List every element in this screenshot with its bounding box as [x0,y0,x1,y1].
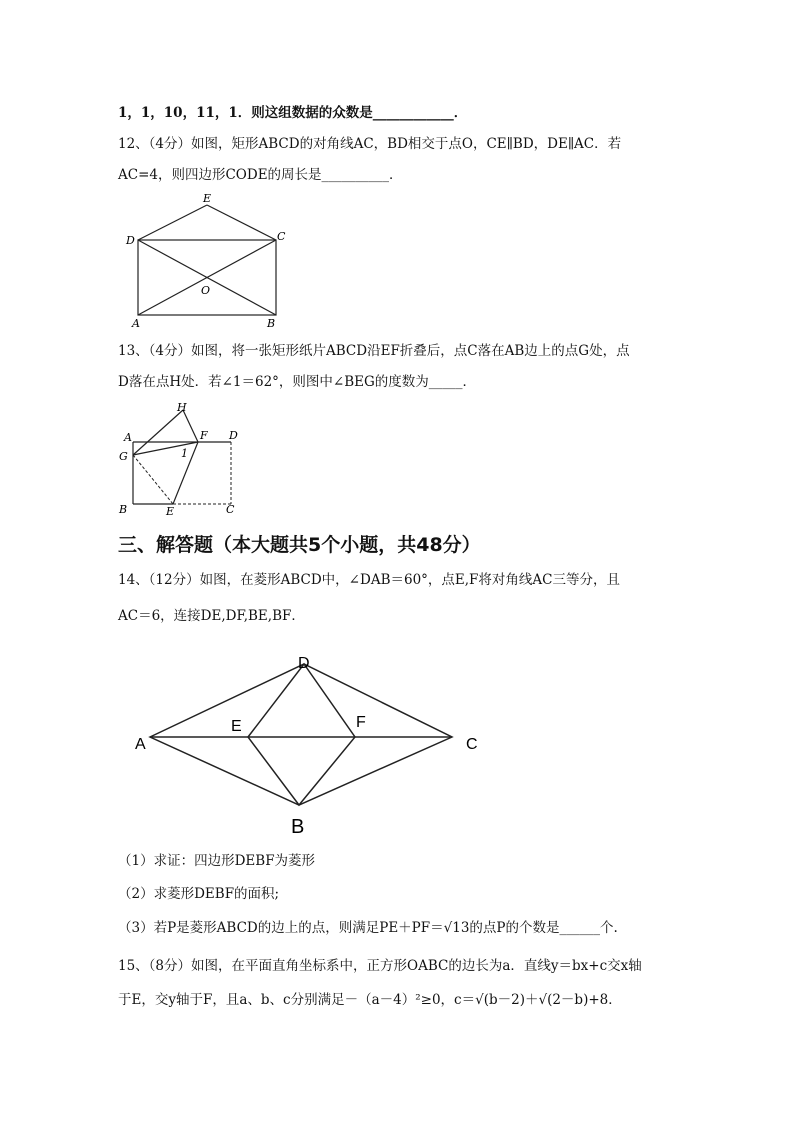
q13-angle-1-label: 1 [181,447,188,460]
q15-line2: 于E，交y轴于F，且a、b、c分别满足－（a－4）²≥0，c＝√(b－2)＋√(2－b)+8． [118,992,622,1008]
q12-line1: 12、（4分）如图，矩形ABCD的对角线AC，BD相交于点O，CE∥BD，DE∥AC．若 [118,136,622,152]
q14-label-e: E [231,718,242,735]
q13-label-f: F [200,429,208,442]
q12-figure [125,190,295,332]
q14-line1: 14、（12分）如图，在菱形ABCD中，∠DAB＝60°，点E,F将对角线AC三等分，且 [118,572,621,588]
q15-line1: 15、（8分）如图，在平面直角坐标系中，正方形OABC的边长为a．直线y＝bx+c交x轴 [118,958,642,974]
q14-part3: （3）若P是菱形ABCD的边上的点，则满足PE＋PF＝√13的点P的个数是______个. [118,920,618,936]
q13-label-c: C [226,503,235,516]
q14-label-d: D [298,655,310,672]
q13-label-b: B [119,503,128,516]
q14-label-a: A [135,736,146,753]
q14-figure [130,645,490,840]
q12-label-c: C [277,230,286,243]
q12-label-a: A [132,317,140,330]
q12-line2: AC=4，则四边形CODE的周长是__________． [118,167,403,183]
q14-label-f: F [356,714,366,731]
q13-figure [116,398,251,520]
q12-label-o: O [201,284,211,297]
q13-line2: D落在点H处．若∠1＝62°，则图中∠BEG的度数为_____． [118,374,477,390]
q13-label-e: E [166,505,175,518]
q13-label-d: D [229,429,238,442]
q13-line1: 13、（4分）如图，将一张矩形纸片ABCD沿EF折叠后，点C落在AB边上的点G处，点 [118,343,630,359]
q12-label-e: E [203,192,212,205]
section-3-heading: 三、解答题（本大题共5个小题，共48分） [118,534,481,556]
q14-part1: （1）求证：四边形DEBF为菱形 [118,853,316,869]
q14-label-b: B [291,816,305,838]
q13-label-g: G [119,450,128,463]
q13-label-h: H [177,401,187,414]
q14-line2: AC＝6，连接DE,DF,BE,BF． [118,608,305,624]
q12-label-d: D [126,234,135,247]
q13-label-a: A [124,431,132,444]
q14-part2: （2）求菱形DEBF的面积; [118,886,280,902]
q14-label-c: C [466,736,478,753]
q11-tail: 1，1，10，11，1．则这组数据的众数是____________． [118,105,468,121]
q12-label-b: B [267,317,276,330]
